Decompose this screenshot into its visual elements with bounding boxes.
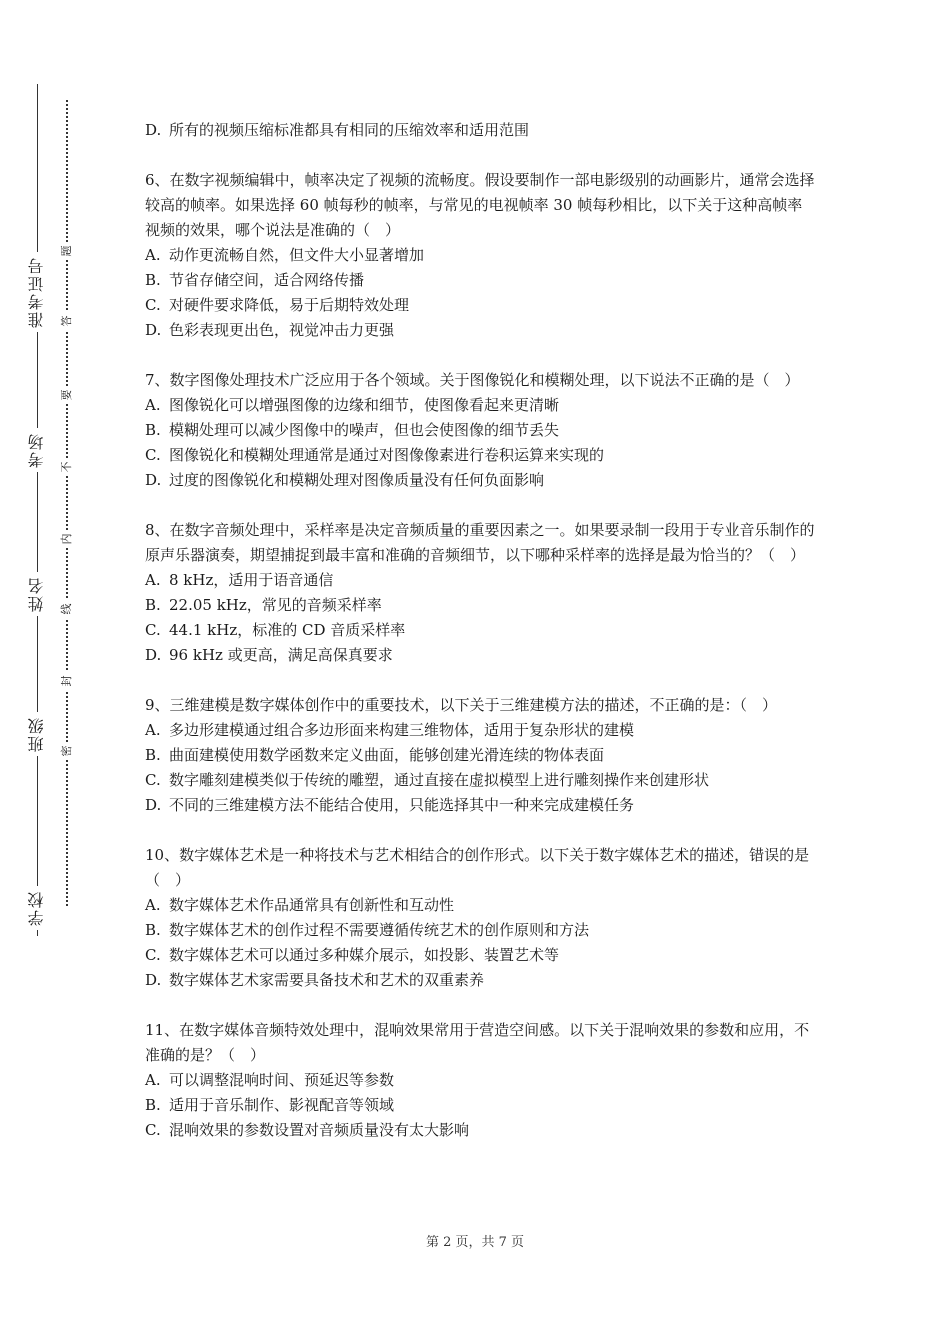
binding-margin	[0, 0, 120, 1344]
question-6	[145, 168, 815, 343]
field-class: 班级	[24, 712, 54, 756]
option-a: A. 图像锐化可以增强图像的边缘和细节，使图像看起来更清晰	[145, 396, 560, 414]
question-stem: 6、在数字视频编辑中，帧率决定了视频的流畅度。假设要制作一部电影级别的动画影片，通常会选择较高的帧率。如果选择 60 帧每秒的帧率，与常见的电视帧率 30 帧每秒相比，以下关于这种高帧率视频的效果，哪个说法是准确的（ ）	[145, 171, 815, 239]
exam-content	[145, 118, 815, 1168]
field-name: 姓名	[24, 572, 54, 616]
option-a: A. 可以调整混响时间、预延迟等参数	[145, 1071, 395, 1089]
option-b: B. 适用于音乐制作、影视配音等领域	[145, 1096, 395, 1114]
seal-char: 封	[60, 672, 74, 690]
option-b: B. 数字媒体艺术的创作过程不需要遵循传统艺术的创作原则和方法	[145, 921, 590, 939]
option-c: C. 44.1 kHz，标准的 CD 音质采样率	[145, 621, 406, 639]
question-8	[145, 518, 815, 668]
option-b: B. 节省存储空间，适合网络传播	[145, 271, 365, 289]
option-a: A. 多边形建模通过组合多边形面来构建三维物体，适用于复杂形状的建模	[145, 721, 635, 739]
question-11	[145, 1018, 815, 1143]
field-exam-number: 准考证号	[24, 252, 54, 332]
option-c: C. 混响效果的参数设置对音频质量没有太大影响	[145, 1121, 470, 1139]
option-b: B. 曲面建模使用数学函数来定义曲面，能够创建光滑连续的物体表面	[145, 746, 605, 764]
seal-char: 题	[60, 242, 74, 260]
seal-char: 密	[60, 742, 74, 760]
seal-dotted-line	[66, 100, 68, 906]
seal-char: 答	[60, 312, 74, 330]
seal-char: 内	[60, 530, 74, 548]
option-d: D. 过度的图像锐化和模糊处理对图像质量没有任何负面影响	[145, 471, 545, 489]
question-stem: 10、数字媒体艺术是一种将技术与艺术相结合的创作形式。以下关于数字媒体艺术的描述，错误的是（ ）	[145, 846, 810, 889]
option-c: C. 对硬件要求降低，易于后期特效处理	[145, 296, 410, 314]
option-c: C. 图像锐化和模糊处理通常是通过对图像像素进行卷积运算来实现的	[145, 446, 605, 464]
question-5-tail	[145, 118, 815, 143]
page-footer: 第 2 页，共 7 页	[425, 1235, 525, 1250]
question-stem: 11、在数字媒体音频特效处理中，混响效果常用于营造空间感。以下关于混响效果的参数和应用，不准确的是？（ ）	[145, 1021, 810, 1064]
seal-char: 要	[60, 386, 74, 404]
field-exam-room: 考场	[24, 428, 54, 472]
seal-char: 线	[60, 600, 74, 618]
question-9	[145, 693, 815, 818]
question-stem: 8、在数字音频处理中，采样率是决定音频质量的重要因素之一。如果要录制一段用于专业音乐制作的原声乐器演奏，期望捕捉到最丰富和准确的音频细节，以下哪种采样率的选择是最为恰当的？（ ）	[145, 521, 815, 564]
option-c: C. 数字媒体艺术可以通过多种媒介展示，如投影、装置艺术等	[145, 946, 560, 964]
field-school: 学校	[24, 886, 54, 930]
option-a: A. 数字媒体艺术作品通常具有创新性和互动性	[145, 896, 455, 914]
binding-solid-line	[37, 84, 38, 936]
option-b: B. 模糊处理可以减少图像中的噪声，但也会使图像的细节丢失	[145, 421, 560, 439]
question-10	[145, 843, 815, 993]
option-d: D. 所有的视频压缩标准都具有相同的压缩效率和适用范围	[145, 121, 530, 139]
option-d: D. 数字媒体艺术家需要具备技术和艺术的双重素养	[145, 971, 485, 989]
seal-char: 不	[60, 458, 74, 476]
option-d: D. 不同的三维建模方法不能结合使用，只能选择其中一种来完成建模任务	[145, 796, 635, 814]
option-d: D. 96 kHz 或更高，满足高保真要求	[145, 646, 393, 664]
question-7	[145, 368, 815, 493]
question-stem: 7、数字图像处理技术广泛应用于各个领域。关于图像锐化和模糊处理，以下说法不正确的是（ ）	[145, 371, 800, 389]
option-a: A. 动作更流畅自然，但文件大小显著增加	[145, 246, 425, 264]
question-stem: 9、三维建模是数字媒体创作中的重要技术，以下关于三维建模方法的描述，不正确的是：（ ）	[145, 696, 778, 714]
option-b: B. 22.05 kHz，常见的音频采样率	[145, 596, 382, 614]
option-d: D. 色彩表现更出色，视觉冲击力更强	[145, 321, 395, 339]
option-c: C. 数字雕刻建模类似于传统的雕塑，通过直接在虚拟模型上进行雕刻操作来创建形状	[145, 771, 710, 789]
option-a: A. 8 kHz，适用于语音通信	[145, 571, 334, 589]
